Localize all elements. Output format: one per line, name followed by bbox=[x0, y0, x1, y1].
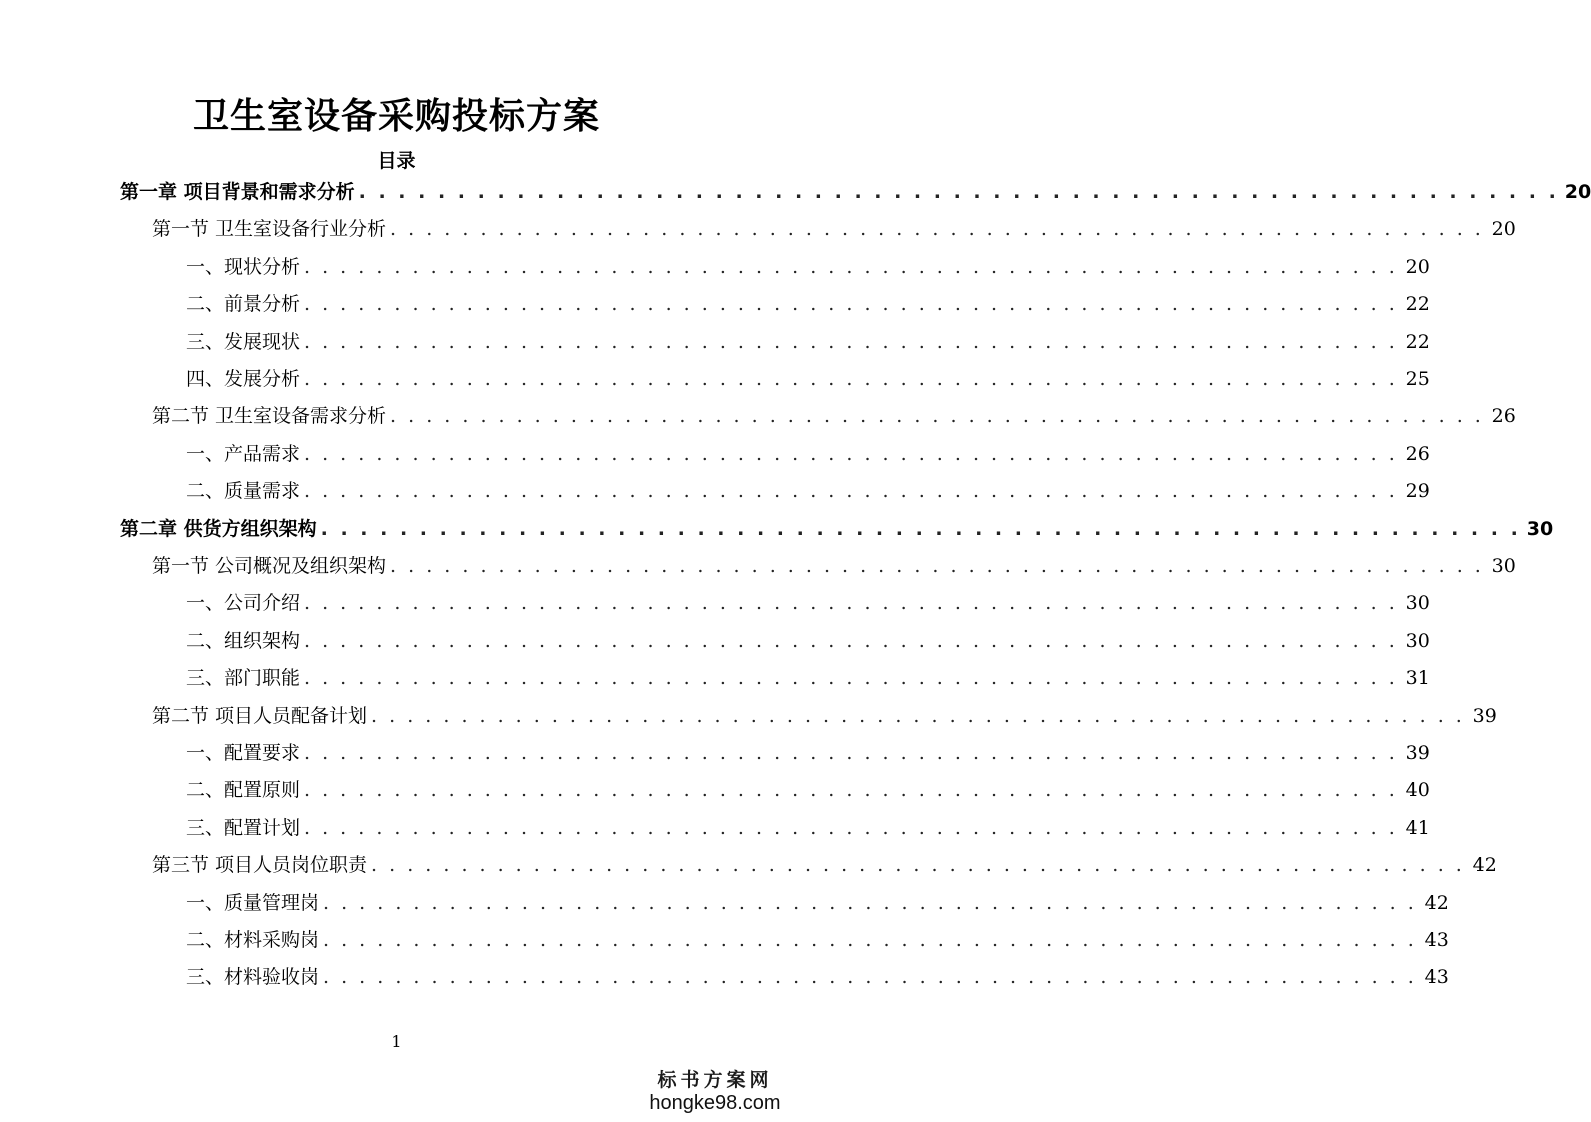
toc-entry-section[interactable] bbox=[152, 847, 1497, 884]
toc-dot-leader: . . . . . . . . . . . . . . . . . . . . . . . . . . . . . . . . . . . . . . . . . . . . . . . . . . . . . . . . . . . . . bbox=[390, 218, 1484, 241]
toc-dot-leader: . . . . . . . . . . . . . . . . . . . . . . . . . . . . . . . . . . . . . . . . . . . . . . . . . . . . . . . . . . . . . bbox=[304, 592, 1398, 615]
toc-entry-label: 第二节 项目人员配备计划 bbox=[152, 704, 368, 727]
toc-entry-section[interactable] bbox=[152, 211, 1516, 248]
toc-dot-leader: . . . . . . . . . . . . . . . . . . . . . . . . . . . . . . . . . . . . . . . . . . . . . . . . . . . . . . . . . . . . . bbox=[304, 255, 1398, 278]
toc-entry-label: 第一节 卫生室设备行业分析 bbox=[152, 218, 387, 241]
watermark-url: hongke98.com bbox=[649, 1092, 781, 1114]
toc-entry-label: 第二节 卫生室设备需求分析 bbox=[152, 405, 387, 428]
toc-entry-label: 三、配置计划 bbox=[186, 816, 301, 839]
toc-entry-page: 22 bbox=[1405, 330, 1430, 353]
watermark-logo bbox=[645, 1068, 785, 1114]
toc-entry-page: 39 bbox=[1472, 704, 1497, 727]
toc-entry-page: 20 bbox=[1405, 255, 1430, 278]
toc-entry-page: 20 bbox=[1564, 181, 1591, 203]
toc-entry-label: 第一节 公司概况及组织架构 bbox=[152, 555, 387, 577]
toc-entry-label: 三、材料验收岗 bbox=[186, 966, 320, 989]
toc-entry-item[interactable] bbox=[186, 810, 1430, 847]
toc-entry-page: 43 bbox=[1424, 929, 1449, 951]
toc-entry-label: 二、组织架构 bbox=[186, 629, 301, 652]
toc-entry-page: 22 bbox=[1405, 293, 1430, 316]
toc-dot-leader: . . . . . . . . . . . . . . . . . . . . . . . . . . . . . . . . . . . . . . . . . . . . . . . . . . . . . . . . . . . . . bbox=[304, 293, 1398, 316]
toc-entry-label: 三、发展现状 bbox=[186, 330, 301, 353]
toc-dot-leader: . . . . . . . . . . . . . . . . . . . . . . . . . . . . . . . . . . . . . . . . . . . . . . . . . . . . . . . . . . . . . bbox=[304, 442, 1398, 465]
toc-entry-item[interactable] bbox=[186, 922, 1449, 959]
page-number: 1 bbox=[391, 1032, 402, 1051]
toc-dot-leader: . . . . . . . . . . . . . . . . . . . . . . . . . . . . . . . . . . . . . . . . . . . . . . . . . . . . . . . . . . . . . bbox=[304, 330, 1398, 353]
toc-entry-label: 一、公司介绍 bbox=[186, 592, 301, 615]
toc-dot-leader: . . . . . . . . . . . . . . . . . . . . . . . . . . . . . . . . . . . . . . . . . . . . . . . . . . . . . . . . . . . . . bbox=[304, 480, 1398, 503]
toc-dot-leader: . . . . . . . . . . . . . . . . . . . . . . . . . . . . . . . . . . . . . . . . . . . . . . . . . . . . . . . . . . . . . bbox=[304, 816, 1398, 839]
toc-entry-chapter[interactable] bbox=[120, 511, 1554, 548]
toc-entry-page: 30 bbox=[1405, 629, 1430, 652]
toc-entry-page: 42 bbox=[1424, 891, 1449, 914]
toc-entry-page: 26 bbox=[1491, 405, 1516, 428]
toc-entry-page: 20 bbox=[1491, 218, 1516, 241]
toc-dot-leader: . . . . . . . . . . . . . . . . . . . . . . . . . . . . . . . . . . . . . . . . . . . . . . . . . . . . . . . . . . . . . bbox=[304, 742, 1398, 764]
toc-entry-page: 30 bbox=[1491, 555, 1516, 577]
toc-entry-section[interactable] bbox=[152, 548, 1516, 585]
toc-dot-leader: . . . . . . . . . . . . . . . . . . . . . . . . . . . . . . . . . . . . . . . . . . . . . . . . . . . . . . . . . . . . . bbox=[320, 517, 1521, 540]
toc-entry-page: 40 bbox=[1405, 779, 1430, 802]
toc-entry-page: 29 bbox=[1405, 480, 1430, 503]
toc-dot-leader: . . . . . . . . . . . . . . . . . . . . . . . . . . . . . . . . . . . . . . . . . . . . . . . . . . . . . . . . . . . . . bbox=[390, 405, 1484, 428]
toc-entry-page: 26 bbox=[1405, 442, 1430, 465]
toc-entry-item[interactable] bbox=[186, 286, 1430, 323]
toc-entry-section[interactable] bbox=[152, 698, 1497, 735]
toc-entry-item[interactable] bbox=[186, 623, 1430, 660]
toc-dot-leader: . . . . . . . . . . . . . . . . . . . . . . . . . . . . . . . . . . . . . . . . . . . . . . . . . . . . . . . . . . . . . bbox=[371, 854, 1465, 877]
toc-dot-leader: . . . . . . . . . . . . . . . . . . . . . . . . . . . . . . . . . . . . . . . . . . . . . . . . . . . . . . . . . . . . . bbox=[304, 629, 1398, 652]
toc-dot-leader: . . . . . . . . . . . . . . . . . . . . . . . . . . . . . . . . . . . . . . . . . . . . . . . . . . . . . . . . . . . . . bbox=[358, 181, 1559, 203]
toc-entry-label: 一、现状分析 bbox=[186, 255, 301, 278]
toc-entry-label: 一、产品需求 bbox=[186, 442, 301, 465]
toc-entry-item[interactable] bbox=[186, 959, 1449, 996]
toc-entry-page: 31 bbox=[1405, 667, 1430, 690]
toc-entry-page: 30 bbox=[1526, 517, 1554, 540]
watermark-name: 标书方案网 bbox=[657, 1069, 773, 1091]
toc-entry-label: 第二章 供货方组织架构 bbox=[120, 517, 317, 540]
toc-entry-item[interactable] bbox=[186, 735, 1430, 772]
toc-entry-page: 30 bbox=[1405, 592, 1430, 615]
toc-entry-page: 43 bbox=[1424, 966, 1449, 989]
toc-entry-label: 二、材料采购岗 bbox=[186, 929, 320, 951]
toc-entry-label: 一、配置要求 bbox=[186, 742, 301, 764]
toc-dot-leader: . . . . . . . . . . . . . . . . . . . . . . . . . . . . . . . . . . . . . . . . . . . . . . . . . . . . . . . . . . . . . bbox=[304, 779, 1398, 802]
toc-entry-item[interactable] bbox=[186, 772, 1430, 809]
toc-entry-label: 二、配置原则 bbox=[186, 779, 301, 802]
toc-entry-item[interactable] bbox=[186, 660, 1430, 697]
toc-dot-leader: . . . . . . . . . . . . . . . . . . . . . . . . . . . . . . . . . . . . . . . . . . . . . . . . . . . . . . . . . . . . . bbox=[323, 966, 1417, 989]
toc-dot-leader: . . . . . . . . . . . . . . . . . . . . . . . . . . . . . . . . . . . . . . . . . . . . . . . . . . . . . . . . . . . . . bbox=[304, 368, 1398, 390]
toc-dot-leader: . . . . . . . . . . . . . . . . . . . . . . . . . . . . . . . . . . . . . . . . . . . . . . . . . . . . . . . . . . . . . bbox=[371, 704, 1465, 727]
toc-entry-label: 第一章 项目背景和需求分析 bbox=[120, 181, 355, 203]
toc-entry-item[interactable] bbox=[186, 361, 1430, 398]
toc-entry-label: 三、部门职能 bbox=[186, 667, 301, 690]
toc-dot-leader: . . . . . . . . . . . . . . . . . . . . . . . . . . . . . . . . . . . . . . . . . . . . . . . . . . . . . . . . . . . . . bbox=[323, 929, 1417, 951]
toc-entry-label: 一、质量管理岗 bbox=[186, 891, 320, 914]
toc-entry-page: 39 bbox=[1405, 742, 1430, 764]
toc-heading: 目录 bbox=[377, 150, 416, 172]
toc-entry-chapter[interactable] bbox=[120, 174, 1591, 211]
toc-dot-leader: . . . . . . . . . . . . . . . . . . . . . . . . . . . . . . . . . . . . . . . . . . . . . . . . . . . . . . . . . . . . . bbox=[323, 891, 1417, 914]
toc-dot-leader: . . . . . . . . . . . . . . . . . . . . . . . . . . . . . . . . . . . . . . . . . . . . . . . . . . . . . . . . . . . . . bbox=[390, 555, 1484, 577]
toc-entry-label: 二、质量需求 bbox=[186, 480, 301, 503]
toc-entry-label: 四、发展分析 bbox=[186, 368, 301, 390]
toc-entry-page: 42 bbox=[1472, 854, 1497, 877]
toc-entry-label: 第三节 项目人员岗位职责 bbox=[152, 854, 368, 877]
toc-dot-leader: . . . . . . . . . . . . . . . . . . . . . . . . . . . . . . . . . . . . . . . . . . . . . . . . . . . . . . . . . . . . . bbox=[304, 667, 1398, 690]
toc-entry-item[interactable] bbox=[186, 249, 1430, 286]
toc-entry-item[interactable] bbox=[186, 473, 1430, 510]
toc-entry-section[interactable] bbox=[152, 398, 1516, 435]
toc-entry-page: 25 bbox=[1405, 368, 1430, 390]
toc-entry-item[interactable] bbox=[186, 885, 1449, 922]
toc-entry-item[interactable] bbox=[186, 585, 1430, 622]
document-title: 卫生室设备采购投标方案 bbox=[192, 96, 600, 137]
toc-entry-item[interactable] bbox=[186, 436, 1430, 473]
toc-entry-label: 二、前景分析 bbox=[186, 293, 301, 316]
toc-entry-item[interactable] bbox=[186, 324, 1430, 361]
toc-entry-page: 41 bbox=[1405, 816, 1430, 839]
